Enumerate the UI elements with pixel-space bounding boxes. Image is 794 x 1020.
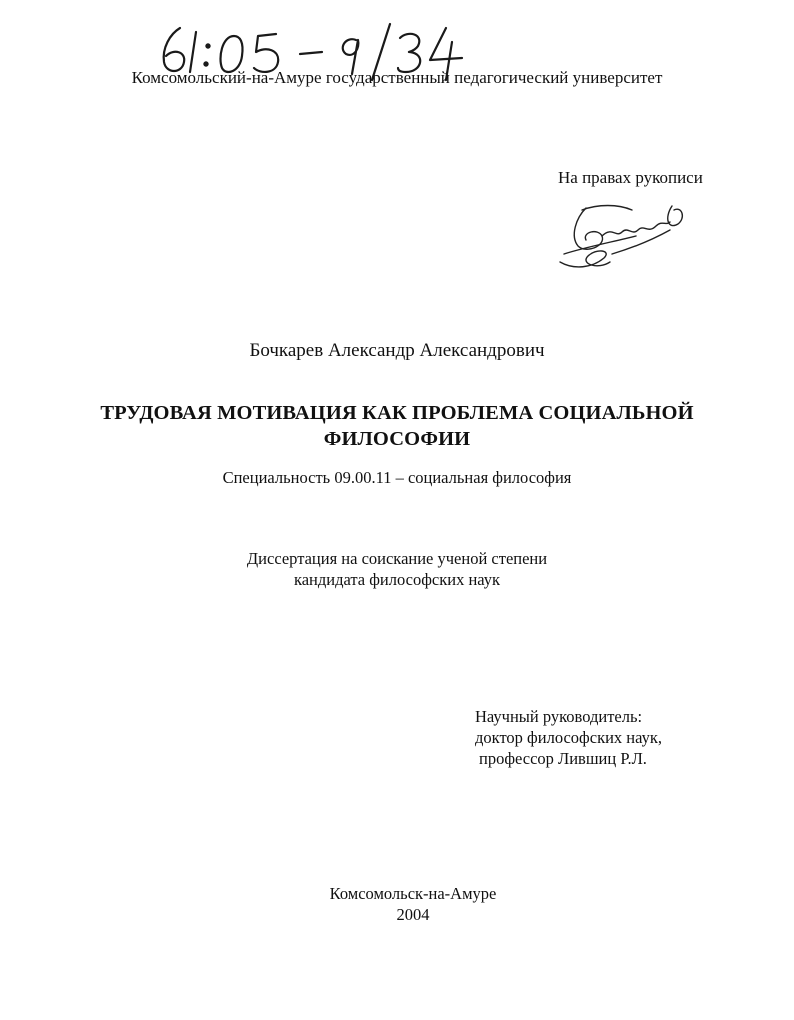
year: 2004 xyxy=(396,905,430,924)
degree-statement xyxy=(0,548,794,590)
advisor-line-2: доктор философских наук, xyxy=(475,728,662,747)
scientific-advisor xyxy=(475,706,662,769)
advisor-line-1: Научный руководитель: xyxy=(475,707,643,726)
author-name: Бочкарев Александр Александрович xyxy=(249,340,545,361)
advisor-line-3: профессор Лившиц Р.Л. xyxy=(479,749,647,768)
rights-note: На правах рукописи xyxy=(558,168,703,187)
degree-line-1: Диссертация на соискание ученой степени xyxy=(246,549,548,568)
city-name: Комсомольск-на-Амуре xyxy=(329,884,497,903)
title-line-2: ФИЛОСОФИИ xyxy=(323,428,471,450)
title-line-1: ТРУДОВАЯ МОТИВАЦИЯ КАК ПРОБЛЕМА СОЦИАЛЬНОЙ xyxy=(100,402,694,424)
author-signature xyxy=(552,196,697,276)
university-name: Комсомольский-на-Амуре государственный педагогический университет xyxy=(131,68,663,87)
dissertation-title xyxy=(0,400,794,452)
specialty-line: Специальность 09.00.11 – социальная философия xyxy=(222,468,572,487)
city-year xyxy=(0,883,794,925)
degree-line-2: кандидата философских наук xyxy=(293,570,501,589)
